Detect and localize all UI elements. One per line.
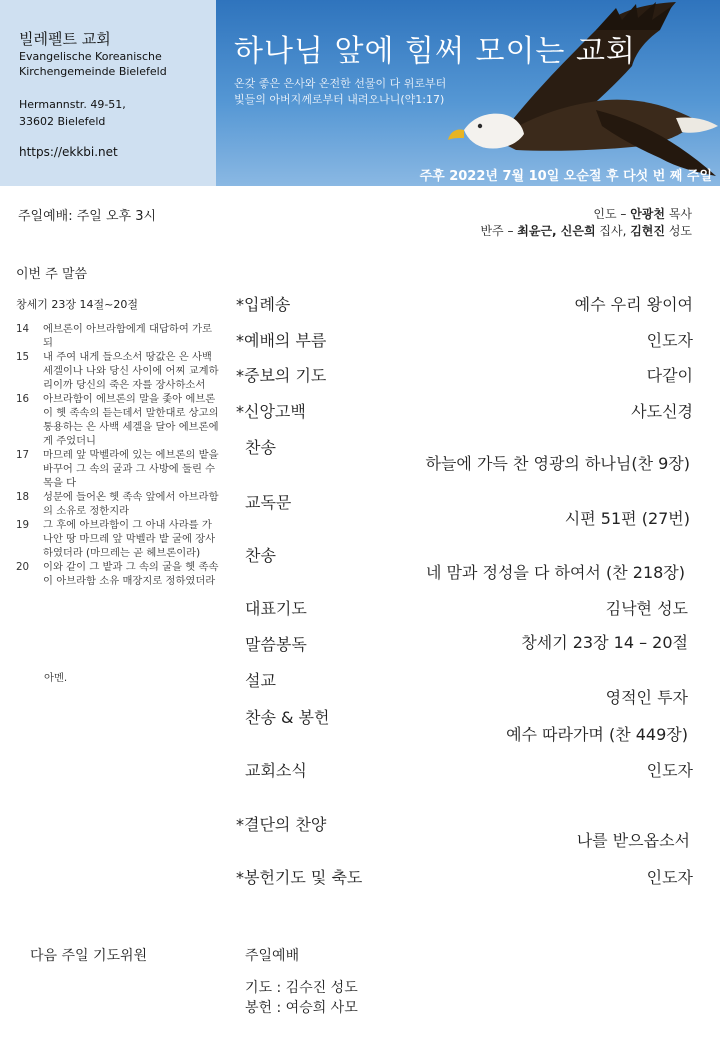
accomp-name2: 김현진 xyxy=(630,224,665,238)
hymn2-value: 네 맘과 정성을 다 하여서 (찬 218장) xyxy=(425,563,685,582)
offering-hymn-value: 예수 따라가며 (찬 449장) xyxy=(506,725,688,744)
banner-title: 하나님 앞에 힘써 모이는 교회 xyxy=(234,34,636,69)
address-street: Hermannstr. 49-51, xyxy=(19,98,126,111)
verse-number: 19 xyxy=(16,519,30,531)
benediction-value: 인도자 xyxy=(646,868,693,887)
scripture-reading-label: 말씀봉독 xyxy=(245,635,307,654)
leader-name: 안광천 xyxy=(630,207,665,221)
intercession-label: *중보의 기도 xyxy=(236,366,327,385)
scripture-reference: 창세기 23장 14절~20절 xyxy=(16,298,138,311)
hymn1-value: 하늘에 가득 찬 영광의 하나님(찬 9장) xyxy=(425,454,690,473)
processional-value: 예수 우리 왕이여 xyxy=(574,295,693,314)
banner-verse-line2: 빛들의 아버지께로부터 내려오나니(약1:17) xyxy=(234,93,445,106)
address-city: 33602 Bielefeld xyxy=(19,115,106,128)
service-time: 주일예배: 주일 오후 3시 xyxy=(18,209,157,224)
responsive-reading-value: 시편 51편 (27번) xyxy=(564,509,690,528)
creed-label: *신앙고백 xyxy=(236,402,306,421)
banner-verse xyxy=(234,76,534,108)
header-banner xyxy=(216,0,720,186)
verse-text: 이와 같이 그 밭과 그 속의 굴을 헷 족속이 아브라함 소유 매장지로 정하였더라 xyxy=(43,561,219,587)
church-address xyxy=(19,96,214,130)
next-week-offering: 봉헌 : 여승희 사모 xyxy=(245,1000,358,1016)
verse-number: 20 xyxy=(16,561,30,573)
verse-text: 그 후에 아브라함이 그 아내 사라를 가나안 땅 마므레 앞 막벨라 밭 굴에 장사하였더라 (마므레는 곧 헤브론이라) xyxy=(43,519,216,559)
leader-title: 목사 xyxy=(665,207,692,221)
next-week-prayer-committee: 다음 주일 기도위원 xyxy=(30,948,148,964)
verse-item xyxy=(16,392,221,448)
verse-item xyxy=(16,518,221,560)
verse-item xyxy=(16,490,221,518)
verse-text: 아브라함이 에브론의 말을 좇아 에브론이 헷 족속의 듣는데서 말한대로 상고의 통용하는 은 사백 세겔을 달아 에브론에게 주었더니 xyxy=(43,393,219,447)
verse-number: 18 xyxy=(16,491,30,503)
banner-date: 주후 2022년 7월 10일 오순절 후 다섯 번 째 주일 xyxy=(419,169,712,184)
scripture-reading-value: 창세기 23장 14 – 20절 xyxy=(521,633,688,652)
next-week-prayer: 기도 : 김수진 성도 xyxy=(245,980,358,996)
verse-item xyxy=(16,350,221,392)
benediction-label: *봉헌기도 및 축도 xyxy=(236,868,363,887)
verse-number: 15 xyxy=(16,351,30,363)
hymn2-label: 찬송 xyxy=(245,546,276,565)
scripture-heading: 이번 주 말씀 xyxy=(16,267,88,282)
verse-text: 마므레 앞 막벨라에 있는 에브론의 밭을 바꾸어 그 속의 굴과 그 사방에 둘린 수목을 다 xyxy=(43,449,219,489)
church-info-panel xyxy=(0,0,216,186)
accomp-prefix: 반주 – xyxy=(480,224,518,238)
sermon-value: 영적인 투자 xyxy=(605,688,688,707)
hymn1-label: 찬송 xyxy=(245,438,276,457)
intercession-value: 다같이 xyxy=(646,366,693,385)
call-to-worship-label: *예배의 부름 xyxy=(236,331,327,350)
church-name-korean: 빌레펠트 교회 xyxy=(19,30,111,48)
offering-hymn-label: 찬송 & 봉헌 xyxy=(245,708,330,727)
verse-item xyxy=(16,322,221,350)
leader-line xyxy=(593,205,692,222)
leader-prefix: 인도 – xyxy=(593,207,631,221)
next-week-service-heading: 주일예배 xyxy=(245,948,300,964)
verse-item xyxy=(16,448,221,490)
verse-text: 내 주여 내게 들으소서 땅값은 은 사백 세겔이나 나와 당신 사이에 어찌 교계하리이까 당신의 죽은 자를 장사하소서 xyxy=(43,351,219,391)
accomp-title2: 성도 xyxy=(665,224,692,238)
church-news-label: 교회소식 xyxy=(245,761,307,780)
church-name-german: Evangelische Koreanische Kirchengemeinde Bielefeld xyxy=(19,50,167,78)
church-website-link[interactable]: https://ekkbi.net xyxy=(19,145,118,159)
church-news-value: 인도자 xyxy=(646,761,693,780)
scripture-verses xyxy=(16,322,221,588)
verse-number: 16 xyxy=(16,393,30,405)
sermon-label: 설교 xyxy=(245,671,276,690)
amen-text: 아멘. xyxy=(44,672,68,684)
verse-text: 에브론이 아브라함에게 대답하여 가로되 xyxy=(43,323,212,349)
accompanist-line xyxy=(480,222,692,239)
verse-text: 성문에 들어온 헷 족속 앞에서 아브라함의 소유로 정한지라 xyxy=(43,491,219,517)
representative-prayer-value: 김낙현 성도 xyxy=(605,599,688,618)
decision-hymn-label: *결단의 찬양 xyxy=(236,815,327,834)
accomp-title: 집사, xyxy=(595,224,631,238)
accomp-names: 최윤근, 신은희 xyxy=(517,224,596,238)
call-to-worship-value: 인도자 xyxy=(646,331,693,350)
responsive-reading-label: 교독문 xyxy=(245,493,292,512)
processional-label: *입례송 xyxy=(236,295,291,314)
verse-number: 17 xyxy=(16,449,30,461)
decision-hymn-value: 나를 받으옵소서 xyxy=(576,831,690,850)
verse-number: 14 xyxy=(16,323,30,335)
banner-verse-line1: 온갖 좋은 은사와 온전한 선물이 다 위로부터 xyxy=(234,77,447,90)
creed-value: 사도신경 xyxy=(631,402,693,421)
representative-prayer-label: 대표기도 xyxy=(245,599,307,618)
verse-item xyxy=(16,560,221,588)
